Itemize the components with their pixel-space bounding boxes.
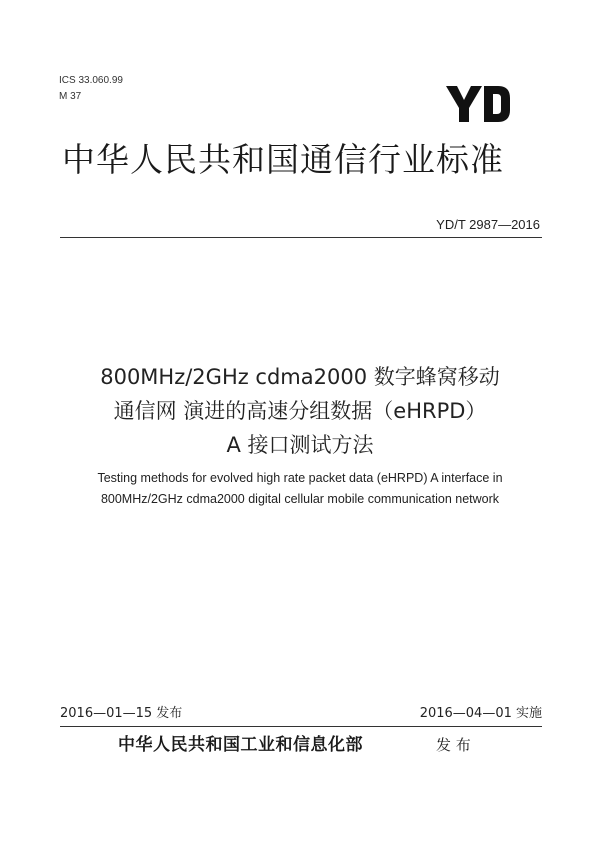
category-code: M 37	[59, 91, 82, 102]
title-cn-line-1: 800MHz/2GHz cdma2000 数字蜂窝移动	[100, 365, 500, 389]
standard-number: YD/T 2987—2016	[436, 217, 540, 232]
issue-date: 2016—01—15 发布	[60, 706, 183, 721]
logo-letter-d	[484, 86, 510, 122]
publisher-name: 中华人民共和国工业和信息化部	[118, 735, 363, 755]
yd-logo	[446, 84, 510, 124]
document-title-cn	[30, 360, 570, 462]
implementation-date: 2016—04—01 实施	[419, 706, 542, 721]
top-divider	[60, 237, 542, 238]
logo-letter-y	[446, 86, 482, 122]
ics-code: ICS 33.060.99	[59, 75, 123, 86]
bottom-divider	[60, 726, 542, 727]
title-en-line-1: Testing methods for evolved high rate packet data (eHRPD) A interface in	[97, 471, 503, 485]
title-cn-line-2: 通信网 演进的高速分组数据（eHRPD）	[113, 399, 487, 423]
title-en-line-2: 800MHz/2GHz cdma2000 digital cellular mobile communication network	[100, 492, 500, 506]
standard-title: 中华人民共和国通信行业标准	[62, 140, 504, 179]
document-title-en	[20, 468, 580, 510]
publish-label: 发 布	[436, 736, 471, 754]
title-cn-line-3: A 接口测试方法	[226, 433, 374, 457]
